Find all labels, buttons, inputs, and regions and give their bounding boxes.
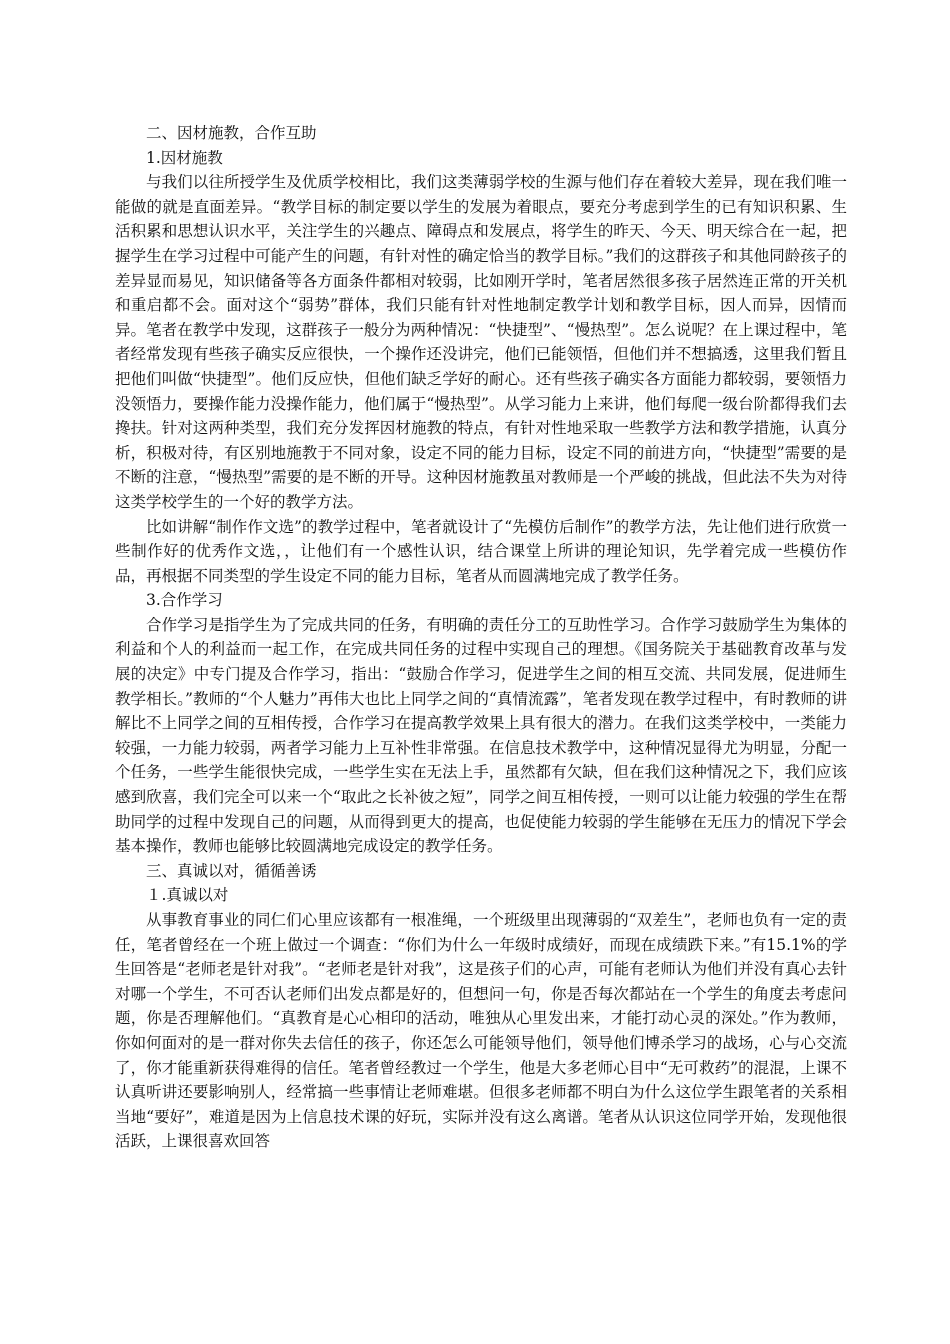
paragraph-3: 合作学习是指学生为了完成共同的任务，有明确的责任分工的互助性学习。合作学习鼓励学生为集体的利益和个人的利益而一起工作，在完成共同任务的过程中实现自己的理想。《国务院关于基础教育改革与发展的决定》中专门提及合作学习，指出：“鼓励合作学习，促进学生之间的相互交流、共同发展，促进师生教学相长。”教师的“个人魅力”再伟大也比上同学之间的“真情流露”，笔者发现在教学过程中，有时教师的讲解比不上同学之间的互相传授，合作学习在提高教学效果上具有很大的潜力。在我们这类学校中，一类能力较强，一力能力较弱，两者学习能力上互补性非常强。在信息技术教学中，这种情况显得尤为明显，分配一个任务，一些学生能很快完成，一些学生实在无法上手，虽然都有欠缺，但在我们这种情况之下，我们应该感到欣喜，我们完全可以来一个“取此之长补彼之短”，同学之间互相传授，一则可以让能力较强的学生在帮助同学的过程中发现自己的问题，从而得到更大的提高，也促使能力较弱的学生能够在无压力的情况下学会基本操作，教师也能够比较圆满地完成设定的教学任务。 bbox=[115, 615, 847, 856]
paragraph-2: 比如讲解“制作作文选”的教学过程中，笔者就设计了“先模仿后制作”的教学方法，先让他们进行欣赏一些制作好的优秀作文选，，让他们有一个感性认识，结合课堂上所讲的理论知识，先学着完成一些模仿作品，再根据不同类型的学生设定不同的能力目标，笔者从而圆满地完成了教学任务。 bbox=[115, 517, 847, 585]
document-body bbox=[115, 121, 847, 1154]
paragraph-4: 从事教育事业的同仁们心里应该都有一根准绳，一个班级里出现薄弱的“双差生”，老师也负有一定的责任，笔者曾经在一个班上做过一个调查：“你们为什么一年级时成绩好，而现在成绩跌下来。”有15.1%的学生回答是“老师老是针对我”。“老师老是针对我”，这是孩子们的心声，可能有老师认为他们并没有真心去针对哪一个学生，不可否认老师们出发点都是好的，但想问一句，你是否每次都站在一个学生的角度去考虑问题，你是否理解他们。“真教育是心心相印的活动，唯独从心里发出来，才能打动心灵的深处。”作为教师，你如何面对的是一群对你失去信任的孩子，你还怎么可能领导他们，领导他们博杀学习的战场，心与心交流了，你才能重新获得难得的信任。笔者曾经教过一个学生，他是大多老师心目中“无可救药”的混混，上课不认真听讲还要影响别人，经常搞一些事情让老师难堪。但很多老师都不明白为什么这位学生跟笔者的关系相当地“要好”，难道是因为上信息技术课的好玩，实际并没有这么离谱。笔者从认识这位同学开始，发现他很活跃，上课很喜欢回答 bbox=[115, 911, 847, 1151]
section-heading-3: 三、真诚以对，循循善诱 bbox=[146, 861, 317, 880]
section-heading-2: 二、因材施教，合作互助 bbox=[146, 124, 317, 142]
subheading-1: 1.因材施教 bbox=[146, 148, 223, 167]
subheading-3-1: １.真诚以对 bbox=[146, 886, 229, 905]
paragraph-1: 与我们以往所授学生及优质学校相比，我们这类薄弱学校的生源与他们存在着较大差异，现在我们唯一能做的就是直面差异。“教学目标的制定要以学生的发展为着眼点，要充分考虑到学生的已有知识积累、生活积累和思想认识水平，关注学生的兴趣点、障碍点和发展点，将学生的昨天、今天、明天综合在一起，把握学生在学习过程中可能产生的问题，有针对性的确定恰当的教学目标。”我们的这群孩子和其他同龄孩子的差异显而易见，知识储备等各方面条件都相对较弱，比如刚开学时，笔者居然很多孩子居然连正常的开关机和重启都不会。面对这个“弱势”群体，我们只能有针对性地制定教学计划和教学目标，因人而异，因情而异。笔者在教学中发现，这群孩子一般分为两种情况：“快捷型”、“慢热型”。怎么说呢？在上课过程中，笔者经常发现有些孩子确实反应很快，一个操作还没讲完，他们已能领悟，但他们并不想搞透，这里我们暂且把他们叫做“快捷型”。他们反应快，但他们缺乏学好的耐心。还有些孩子确实各方面能力都较弱，要领悟力没领悟力，要操作能力没操作能力，他们属于“慢热型”。从学习能力上来讲，他们每爬一级台阶都得我们去搀扶。针对这两种类型，我们充分发挥因材施教的特点，有针对性地采取一些教学方法和教学措施，认真分析，积极对待，有区别地施教于不同对象，设定不同的能力目标，设定不同的前进方向，“快捷型”需要的是不断的注意，“慢热型”需要的是不断的开导。这种因材施教虽对教师是一个严峻的挑战，但此法不失为对待这类学校学生的一个好的教学方法。 bbox=[115, 173, 847, 511]
subheading-3: 3.合作学习 bbox=[146, 591, 223, 610]
